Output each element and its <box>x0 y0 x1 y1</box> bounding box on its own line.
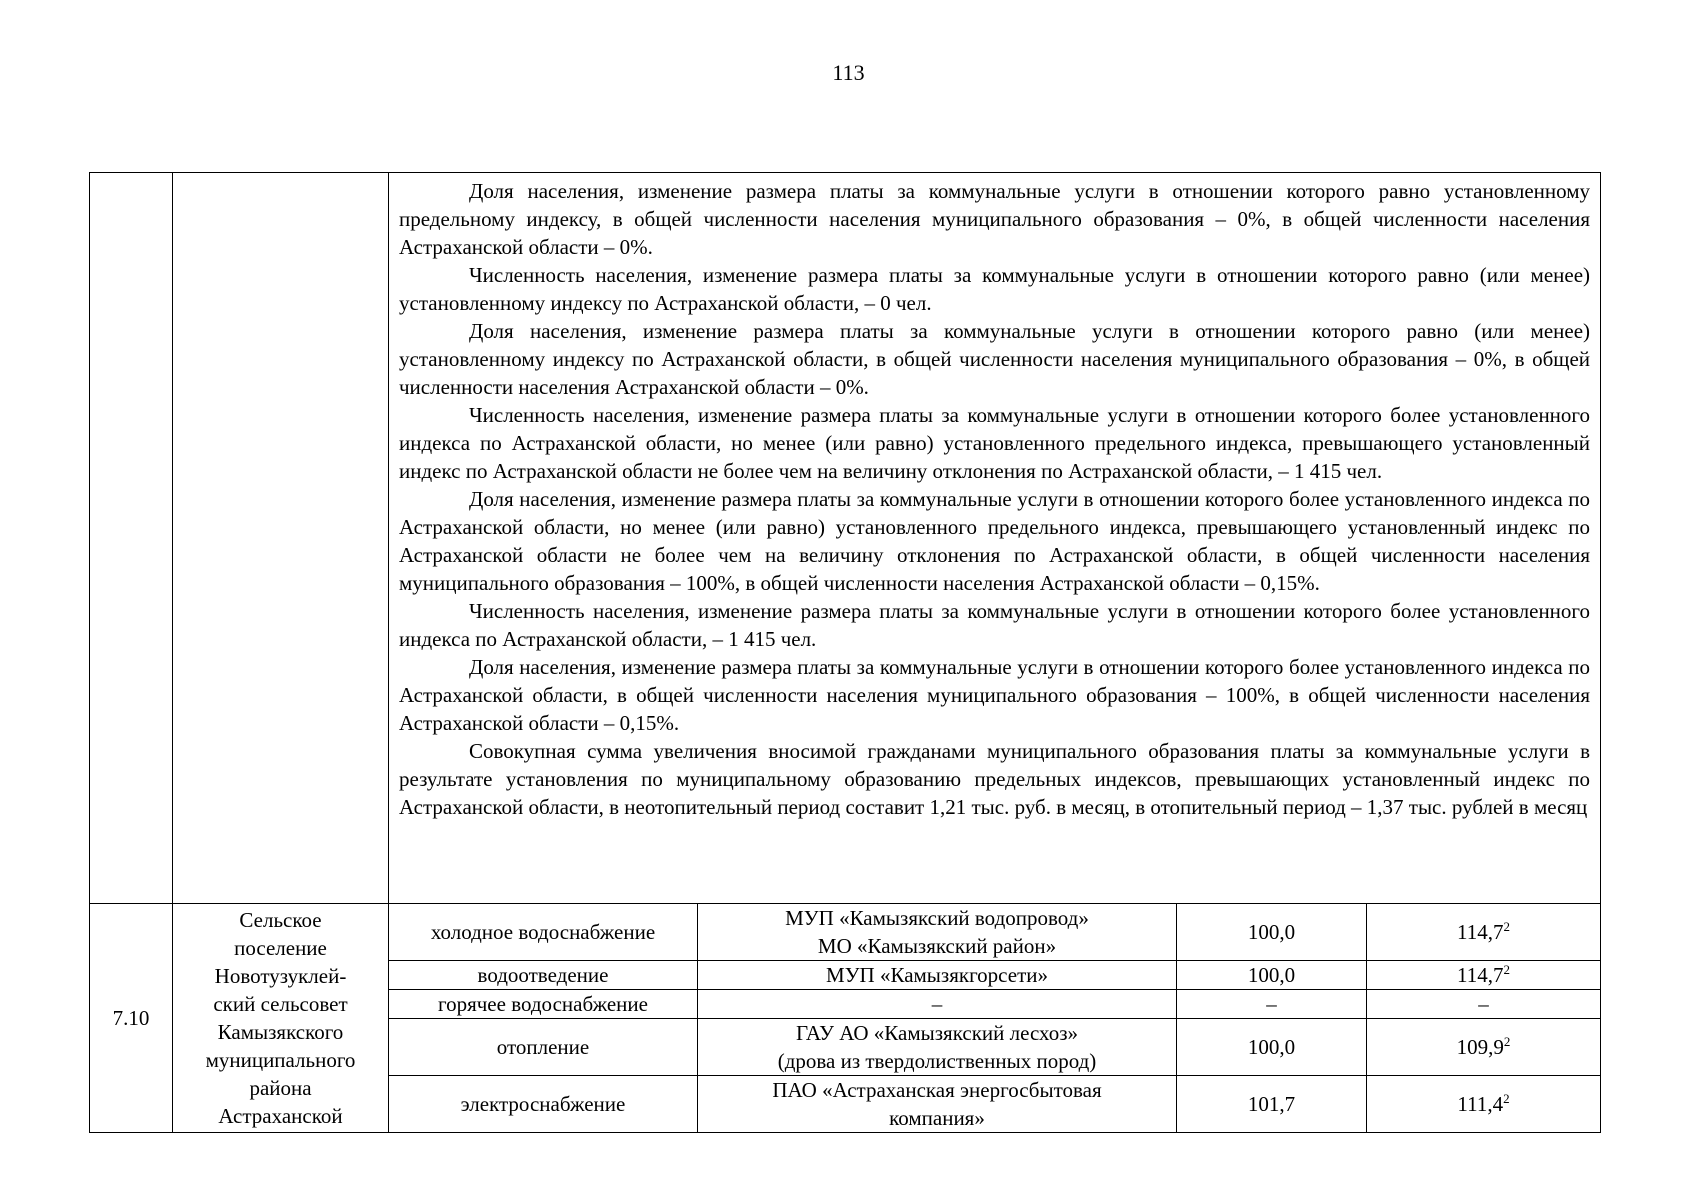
provider-line: МУП «Камызякский водопровод» <box>785 906 1089 930</box>
paragraph: Численность населения, изменение размера платы за коммунальные услуги в отношении которого равно (или менее) установленному индексу по Астраханской области, – 0 чел. <box>399 263 1591 315</box>
footnote-mark: 2 <box>1503 1091 1510 1106</box>
provider-line: ГАУ АО «Камызякский лесхоз» <box>795 1021 1079 1045</box>
provider-name <box>698 1019 1177 1076</box>
table-row <box>90 904 1601 961</box>
limit-index-value <box>1367 1019 1601 1076</box>
paragraph: Численность населения, изменение размера платы за коммунальные услуги в отношении которого более установленного индекса по Астраханской области, – 1 415 чел. <box>399 599 1591 651</box>
page-number: 113 <box>832 60 865 85</box>
footnote-mark: 2 <box>1503 962 1510 977</box>
mo-name-line: Сельское <box>239 908 322 932</box>
paragraph: Доля населения, изменение размера платы за коммунальные услуги в отношении которого равно (или менее) установленному индексу по Астраханской области, в общей численности населения муниципального образования – 0%, в общей численности населения Астраханской области – 0%. <box>399 319 1591 399</box>
mo-name-line: Новотузуклей- <box>214 964 347 988</box>
index-value: 100,0 <box>1177 1019 1367 1076</box>
paragraph: Доля населения, изменение размера платы за коммунальные услуги в отношении которого равно установленному предельному индексу, в общей численности населения муниципального образования – 0%, в общей численности населения Астраханской области – 0%. <box>399 179 1591 259</box>
provider-name <box>698 1076 1177 1133</box>
service-name: водоотведение <box>389 961 698 990</box>
paragraph: Численность населения, изменение размера платы за коммунальные услуги в отношении которого более установленного индекса по Астраханской области, но менее (или равно) установленного предельного индекса, превышающего установленный индекс по Астраханской области не более чем на величину отклонения по Астраханской области, – 1 415 чел. <box>399 403 1591 483</box>
service-name: холодное водоснабжение <box>389 904 698 961</box>
mo-name-line: поселение <box>234 936 327 960</box>
limit-value: 114,7 <box>1457 920 1504 944</box>
provider-name <box>698 904 1177 961</box>
paragraph: Доля населения, изменение размера платы за коммунальные услуги в отношении которого более установленного индекса по Астраханской области, но менее (или равно) установленного предельного индекса, превышающего установленный индекс по Астраханской области не более чем на величину отклонения по Астраханской области, в общей численности населения муниципального образования – 100%, в общей численности населения Астраханской области – 0,15%. <box>399 487 1591 595</box>
mo-name-line: Астраханской <box>218 1104 343 1128</box>
section-number: 7.10 <box>90 904 173 1133</box>
provider-line: компания» <box>889 1106 985 1130</box>
paragraph: Совокупная сумма увеличения вносимой гражданами муниципального образования платы за коммунальные услуги в результате установления по муниципальному образованию предельных индексов, превышающих установленный индекс по Астраханской области, в неотопительный период составит 1,21 тыс. руб. в месяц, в отопительный период – 1,37 тыс. рублей в месяц <box>399 739 1591 819</box>
index-value: 100,0 <box>1177 904 1367 961</box>
provider-line: (дрова из твердолиственных пород) <box>777 1049 1097 1073</box>
provider-name <box>698 990 1177 1019</box>
footnote-mark: 2 <box>1503 919 1510 934</box>
limit-value: 109,9 <box>1456 1035 1504 1059</box>
empty-number-cell <box>90 173 173 904</box>
indicator-text-cell <box>389 173 1601 904</box>
municipality-name <box>173 904 389 1133</box>
index-value: 100,0 <box>1177 961 1367 990</box>
mo-name-line: ский сельсовет <box>213 992 348 1016</box>
limit-value: – <box>1478 992 1489 1016</box>
limit-index-value <box>1367 961 1601 990</box>
limit-value: 114,7 <box>1457 963 1504 987</box>
service-name: отопление <box>389 1019 698 1076</box>
text-row <box>90 173 1601 904</box>
empty-mo-cell <box>173 173 389 904</box>
limit-index-value <box>1367 904 1601 961</box>
index-value: 101,7 <box>1177 1076 1367 1133</box>
provider-name <box>698 961 1177 990</box>
provider-line: – <box>931 992 943 1016</box>
index-value: – <box>1177 990 1367 1019</box>
limit-index-value <box>1367 990 1601 1019</box>
service-name: электроснабжение <box>389 1076 698 1133</box>
mo-name-line: района <box>249 1076 312 1100</box>
paragraph: Доля населения, изменение размера платы за коммунальные услуги в отношении которого более установленного индекса по Астраханской области, в общей численности населения муниципального образования – 100%, в общей численности населения Астраханской области – 0,15%. <box>399 655 1591 735</box>
mo-name-line: муниципального <box>205 1048 356 1072</box>
limit-value: 111,4 <box>1457 1092 1504 1116</box>
service-name: горячее водоснабжение <box>389 990 698 1019</box>
limit-index-value <box>1367 1076 1601 1133</box>
footnote-mark: 2 <box>1503 1034 1511 1049</box>
provider-line: ПАО «Астраханская энергосбытовая <box>772 1078 1102 1102</box>
provider-line: МО «Камызякский район» <box>817 934 1057 958</box>
provider-line: МУП «Камызякгорсети» <box>826 963 1048 987</box>
mo-name-line: Камызякского <box>217 1020 344 1044</box>
tariff-table <box>89 172 1601 1133</box>
